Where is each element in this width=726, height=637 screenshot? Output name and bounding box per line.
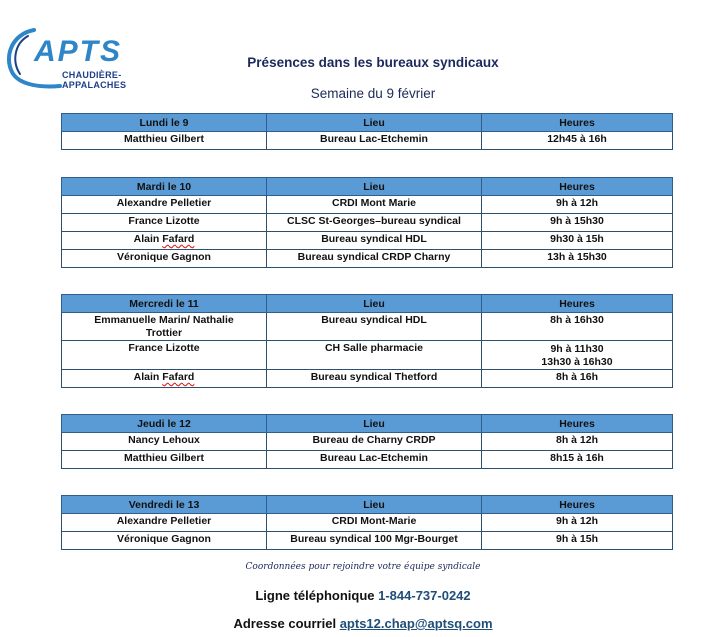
person-name: Alexandre Pelletier [62,514,267,532]
phone-label: Ligne téléphonique [255,588,375,603]
table-row [62,451,673,469]
person-name: Véronique Gagnon [62,532,267,550]
location: Bureau de Charny CRDP [267,433,482,451]
location: CRDI Mont Marie [267,196,482,214]
table-header-row [62,415,673,433]
person-first-name: Alain [133,371,160,383]
location: Bureau syndical HDL [267,313,482,341]
email-line [0,616,726,631]
table-header-row [62,295,673,313]
schedule-table-tuesday [61,177,673,268]
day-label: Mercredi le 11 [62,295,267,313]
table-row [62,250,673,268]
logo-name: APTS [34,35,123,68]
phone-line [0,588,726,603]
logo-region: CHAUDIÈRE-APPALACHES [62,70,127,90]
location: CLSC St-Georges–bureau syndical [267,214,482,232]
hours: 9h à 12h [482,196,673,214]
schedule-table-thursday [61,414,673,469]
table-header-row [62,178,673,196]
column-heures: Heures [482,415,673,433]
table-row [62,232,673,250]
column-heures: Heures [482,114,673,132]
person-name [62,232,267,250]
schedule-table-friday [61,495,673,550]
day-label: Lundi le 9 [62,114,267,132]
column-lieu: Lieu [267,178,482,196]
page-subtitle: Semaine du 9 février [310,86,436,101]
person-name: France Lizotte [62,341,267,370]
person-name-line2: Trottier [145,326,183,339]
location: Bureau syndical Thetford [267,370,482,388]
column-heures: Heures [482,496,673,514]
table-row [62,313,673,341]
hours: 13h à 15h30 [482,250,673,268]
hours-line2: 13h30 à 16h30 [541,355,613,368]
hours: 8h à 12h [482,433,673,451]
hours: 8h15 à 16h [482,451,673,469]
location: Bureau Lac-Etchemin [267,451,482,469]
person-name: Matthieu Gilbert [62,451,267,469]
person-name: Véronique Gagnon [62,250,267,268]
person-name: Nancy Lehoux [62,433,267,451]
person-name: Matthieu Gilbert [62,132,267,150]
table-header-row [62,496,673,514]
hours: 9h à 12h [482,514,673,532]
location: Bureau syndical HDL [267,232,482,250]
person-name: Alexandre Pelletier [62,196,267,214]
person-name: France Lizotte [62,214,267,232]
table-row [62,196,673,214]
person-name [62,370,267,388]
hours: 9h à 15h [482,532,673,550]
location: Bureau syndical 100 Mgr-Bourget [267,532,482,550]
person-first-name: Alain [133,233,160,245]
contact-intro: Coordonnées pour rejoindre votre équipe syndicale [245,562,481,572]
table-header-row [62,114,673,132]
table-row [62,433,673,451]
location: Bureau Lac-Etchemin [267,132,482,150]
day-label: Jeudi le 12 [62,415,267,433]
column-lieu: Lieu [267,415,482,433]
table-row [62,370,673,388]
page-title: Présences dans les bureaux syndicaux [247,55,499,70]
table-row [62,132,673,150]
column-lieu: Lieu [267,295,482,313]
phone-number[interactable]: 1-844-737-0242 [378,588,471,603]
table-row [62,514,673,532]
column-lieu: Lieu [267,114,482,132]
hours-line1: 9h à 11h30 [550,343,604,355]
hours: 9h30 à 15h [482,232,673,250]
table-row [62,214,673,232]
email-label: Adresse courriel [233,616,337,631]
day-label: Mardi le 10 [62,178,267,196]
hours: 9h à 15h30 [482,214,673,232]
day-label: Vendredi le 13 [62,496,267,514]
person-last-name: Fafard [162,233,195,245]
person-name [62,313,267,341]
table-row [62,341,673,370]
person-last-name: Fafard [162,371,195,383]
schedule-table-monday [61,113,673,150]
column-lieu: Lieu [267,496,482,514]
location: CH Salle pharmacie [267,341,482,370]
email-link[interactable]: apts12.chap@aptsq.com [339,616,493,631]
table-row [62,532,673,550]
location: CRDI Mont-Marie [267,514,482,532]
schedule-table-wednesday [61,294,673,388]
column-heures: Heures [482,295,673,313]
hours [482,341,673,370]
hours: 12h45 à 16h [482,132,673,150]
column-heures: Heures [482,178,673,196]
person-name-line1: Emmanuelle Marin/ Nathalie [94,314,234,326]
hours: 8h à 16h30 [482,313,673,341]
hours: 8h à 16h [482,370,673,388]
location: Bureau syndical CRDP Charny [267,250,482,268]
